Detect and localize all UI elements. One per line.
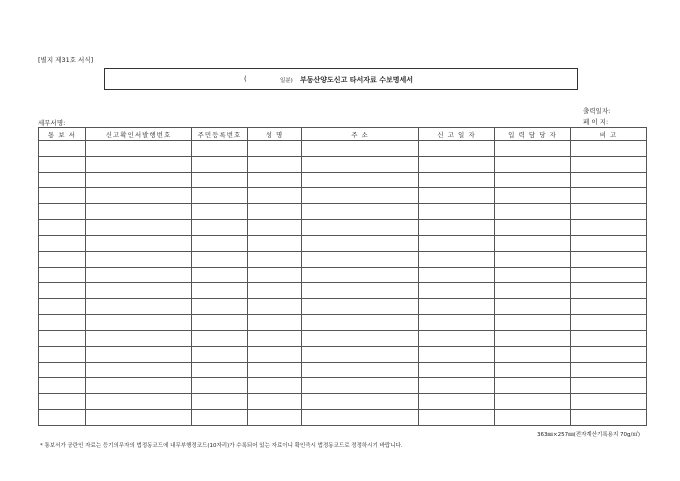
- table-cell: [302, 315, 419, 331]
- column-header-notice: 통 보 서: [39, 128, 86, 141]
- table-cell: [192, 346, 248, 362]
- table-cell: [192, 283, 248, 299]
- table-cell: [248, 378, 302, 394]
- table-cell: [302, 235, 419, 251]
- table-cell: [302, 251, 419, 267]
- table-row: [39, 172, 647, 188]
- table-row: [39, 251, 647, 267]
- table-cell: [192, 267, 248, 283]
- table-cell: [419, 235, 495, 251]
- table-cell: [419, 156, 495, 172]
- table-cell: [86, 267, 192, 283]
- table-cell: [571, 378, 647, 394]
- table-cell: [248, 204, 302, 220]
- table-cell: [302, 156, 419, 172]
- table-cell: [248, 172, 302, 188]
- table-cell: [495, 346, 571, 362]
- table-cell: [192, 220, 248, 236]
- column-header-report-date: 신 고 일 자: [419, 128, 495, 141]
- table-cell: [86, 394, 192, 410]
- table-cell: [302, 410, 419, 426]
- table-cell: [302, 330, 419, 346]
- column-header-remarks: 비 고: [571, 128, 647, 141]
- table-cell: [39, 315, 86, 331]
- table-cell: [39, 251, 86, 267]
- table-row: [39, 378, 647, 394]
- table-cell: [248, 315, 302, 331]
- table-row: [39, 235, 647, 251]
- table-cell: [302, 283, 419, 299]
- table-row: [39, 156, 647, 172]
- table-cell: [571, 172, 647, 188]
- table-cell: [495, 141, 571, 157]
- table-cell: [419, 346, 495, 362]
- table-cell: [495, 204, 571, 220]
- table-row: [39, 346, 647, 362]
- document-title: 부동산양도신고 타서자료 수보명세서: [300, 76, 414, 84]
- table-cell: [86, 378, 192, 394]
- table-cell: [86, 235, 192, 251]
- table-cell: [302, 267, 419, 283]
- table-cell: [571, 251, 647, 267]
- table-row: [39, 362, 647, 378]
- table-cell: [86, 299, 192, 315]
- table-cell: [571, 267, 647, 283]
- table-cell: [39, 330, 86, 346]
- table-cell: [248, 346, 302, 362]
- table-cell: [302, 346, 419, 362]
- table-cell: [192, 172, 248, 188]
- table-cell: [495, 299, 571, 315]
- table-cell: [571, 299, 647, 315]
- table-cell: [192, 204, 248, 220]
- title-period: 일분): [280, 78, 293, 84]
- table-header-row: [39, 128, 647, 141]
- table-cell: [86, 172, 192, 188]
- table-cell: [39, 235, 86, 251]
- column-header-confirmation-number: 신고확인서발행번호: [86, 128, 192, 141]
- table-cell: [419, 188, 495, 204]
- table-cell: [39, 299, 86, 315]
- table-cell: [571, 362, 647, 378]
- tax-office-label: 세무서명:: [38, 119, 66, 127]
- column-header-clerk: 입 력 담 당 자: [495, 128, 571, 141]
- table-cell: [192, 141, 248, 157]
- table-cell: [192, 330, 248, 346]
- table-cell: [302, 172, 419, 188]
- page-label: 페 이 지:: [583, 118, 609, 126]
- table-cell: [86, 330, 192, 346]
- table-cell: [571, 346, 647, 362]
- report-table: [38, 127, 647, 426]
- table-cell: [248, 267, 302, 283]
- table-cell: [302, 362, 419, 378]
- table-cell: [419, 204, 495, 220]
- output-date-label: 출력일자:: [583, 107, 611, 115]
- table-cell: [495, 251, 571, 267]
- table-cell: [571, 188, 647, 204]
- table-cell: [86, 204, 192, 220]
- table-cell: [419, 251, 495, 267]
- table-cell: [86, 346, 192, 362]
- table-cell: [571, 410, 647, 426]
- table-cell: [39, 346, 86, 362]
- table-cell: [495, 283, 571, 299]
- table-cell: [248, 235, 302, 251]
- table-cell: [495, 220, 571, 236]
- table-cell: [495, 267, 571, 283]
- table-cell: [495, 235, 571, 251]
- table-cell: [248, 251, 302, 267]
- table-cell: [302, 141, 419, 157]
- table-cell: [248, 394, 302, 410]
- table-cell: [419, 299, 495, 315]
- table-cell: [192, 410, 248, 426]
- table-cell: [419, 220, 495, 236]
- table-cell: [571, 156, 647, 172]
- table-row: [39, 220, 647, 236]
- table-cell: [302, 394, 419, 410]
- table-cell: [39, 188, 86, 204]
- table-cell: [495, 330, 571, 346]
- table-cell: [86, 315, 192, 331]
- table-cell: [419, 362, 495, 378]
- table-cell: [192, 235, 248, 251]
- title-open-paren: (: [244, 75, 247, 83]
- table-cell: [302, 188, 419, 204]
- column-header-name: 성 명: [248, 128, 302, 141]
- table-cell: [39, 172, 86, 188]
- table-cell: [495, 188, 571, 204]
- table-cell: [192, 315, 248, 331]
- table-row: [39, 330, 647, 346]
- table-cell: [39, 283, 86, 299]
- table-cell: [571, 220, 647, 236]
- column-header-address: 주 소: [302, 128, 419, 141]
- table-row: [39, 188, 647, 204]
- table-cell: [192, 378, 248, 394]
- table-cell: [86, 220, 192, 236]
- table-cell: [192, 188, 248, 204]
- table-row: [39, 410, 647, 426]
- table-cell: [39, 362, 86, 378]
- table-cell: [571, 315, 647, 331]
- table-cell: [302, 378, 419, 394]
- table-cell: [86, 251, 192, 267]
- table-cell: [86, 141, 192, 157]
- table-cell: [495, 410, 571, 426]
- table-cell: [39, 220, 86, 236]
- table-cell: [495, 156, 571, 172]
- table-cell: [248, 141, 302, 157]
- table-cell: [192, 394, 248, 410]
- table-cell: [571, 235, 647, 251]
- table-cell: [86, 362, 192, 378]
- table-cell: [571, 394, 647, 410]
- table-cell: [419, 283, 495, 299]
- table-cell: [192, 362, 248, 378]
- title-box: [104, 68, 578, 90]
- table-cell: [39, 394, 86, 410]
- table-cell: [39, 267, 86, 283]
- table-cell: [571, 283, 647, 299]
- table-cell: [248, 299, 302, 315]
- table-cell: [419, 315, 495, 331]
- table-cell: [571, 204, 647, 220]
- table-cell: [495, 172, 571, 188]
- table-row: [39, 394, 647, 410]
- table-cell: [248, 156, 302, 172]
- table-cell: [86, 156, 192, 172]
- table-cell: [39, 156, 86, 172]
- paper-spec: 363㎜×257㎜(전자계산기록용지 70g/㎡): [537, 432, 640, 438]
- table-cell: [495, 378, 571, 394]
- table-cell: [248, 283, 302, 299]
- table-cell: [248, 410, 302, 426]
- table-cell: [419, 378, 495, 394]
- table-cell: [192, 251, 248, 267]
- form-number: [별지 제31호 서식]: [38, 56, 94, 64]
- table-cell: [86, 410, 192, 426]
- table-cell: [302, 204, 419, 220]
- table-cell: [39, 410, 86, 426]
- table-cell: [419, 267, 495, 283]
- table-row: [39, 141, 647, 157]
- table-cell: [419, 394, 495, 410]
- table-cell: [39, 378, 86, 394]
- table-row: [39, 299, 647, 315]
- table-cell: [248, 362, 302, 378]
- table-row: [39, 204, 647, 220]
- table-cell: [39, 204, 86, 220]
- table-cell: [192, 156, 248, 172]
- table-cell: [39, 141, 86, 157]
- table-cell: [495, 362, 571, 378]
- table-cell: [86, 188, 192, 204]
- table-cell: [419, 330, 495, 346]
- table-cell: [248, 188, 302, 204]
- table-cell: [86, 283, 192, 299]
- table-cell: [419, 172, 495, 188]
- table-cell: [248, 220, 302, 236]
- table-cell: [192, 299, 248, 315]
- table-cell: [571, 141, 647, 157]
- table-row: [39, 267, 647, 283]
- footnote: * 통보서가 공란인 자료는 등기의무자의 법정동코드에 내무부행정코드(10자리)가 수록되어 있는 자료이니 확인즉시 법정동코드로 정정하시기 바랍니다.: [40, 443, 403, 449]
- table-cell: [495, 315, 571, 331]
- table-cell: [571, 330, 647, 346]
- table-body: [39, 141, 647, 426]
- table-row: [39, 283, 647, 299]
- table-cell: [495, 394, 571, 410]
- table-cell: [419, 141, 495, 157]
- column-header-resident-number: 주민등록번호: [192, 128, 248, 141]
- table-cell: [302, 220, 419, 236]
- table-cell: [302, 299, 419, 315]
- table-cell: [248, 330, 302, 346]
- table-cell: [419, 410, 495, 426]
- table-row: [39, 315, 647, 331]
